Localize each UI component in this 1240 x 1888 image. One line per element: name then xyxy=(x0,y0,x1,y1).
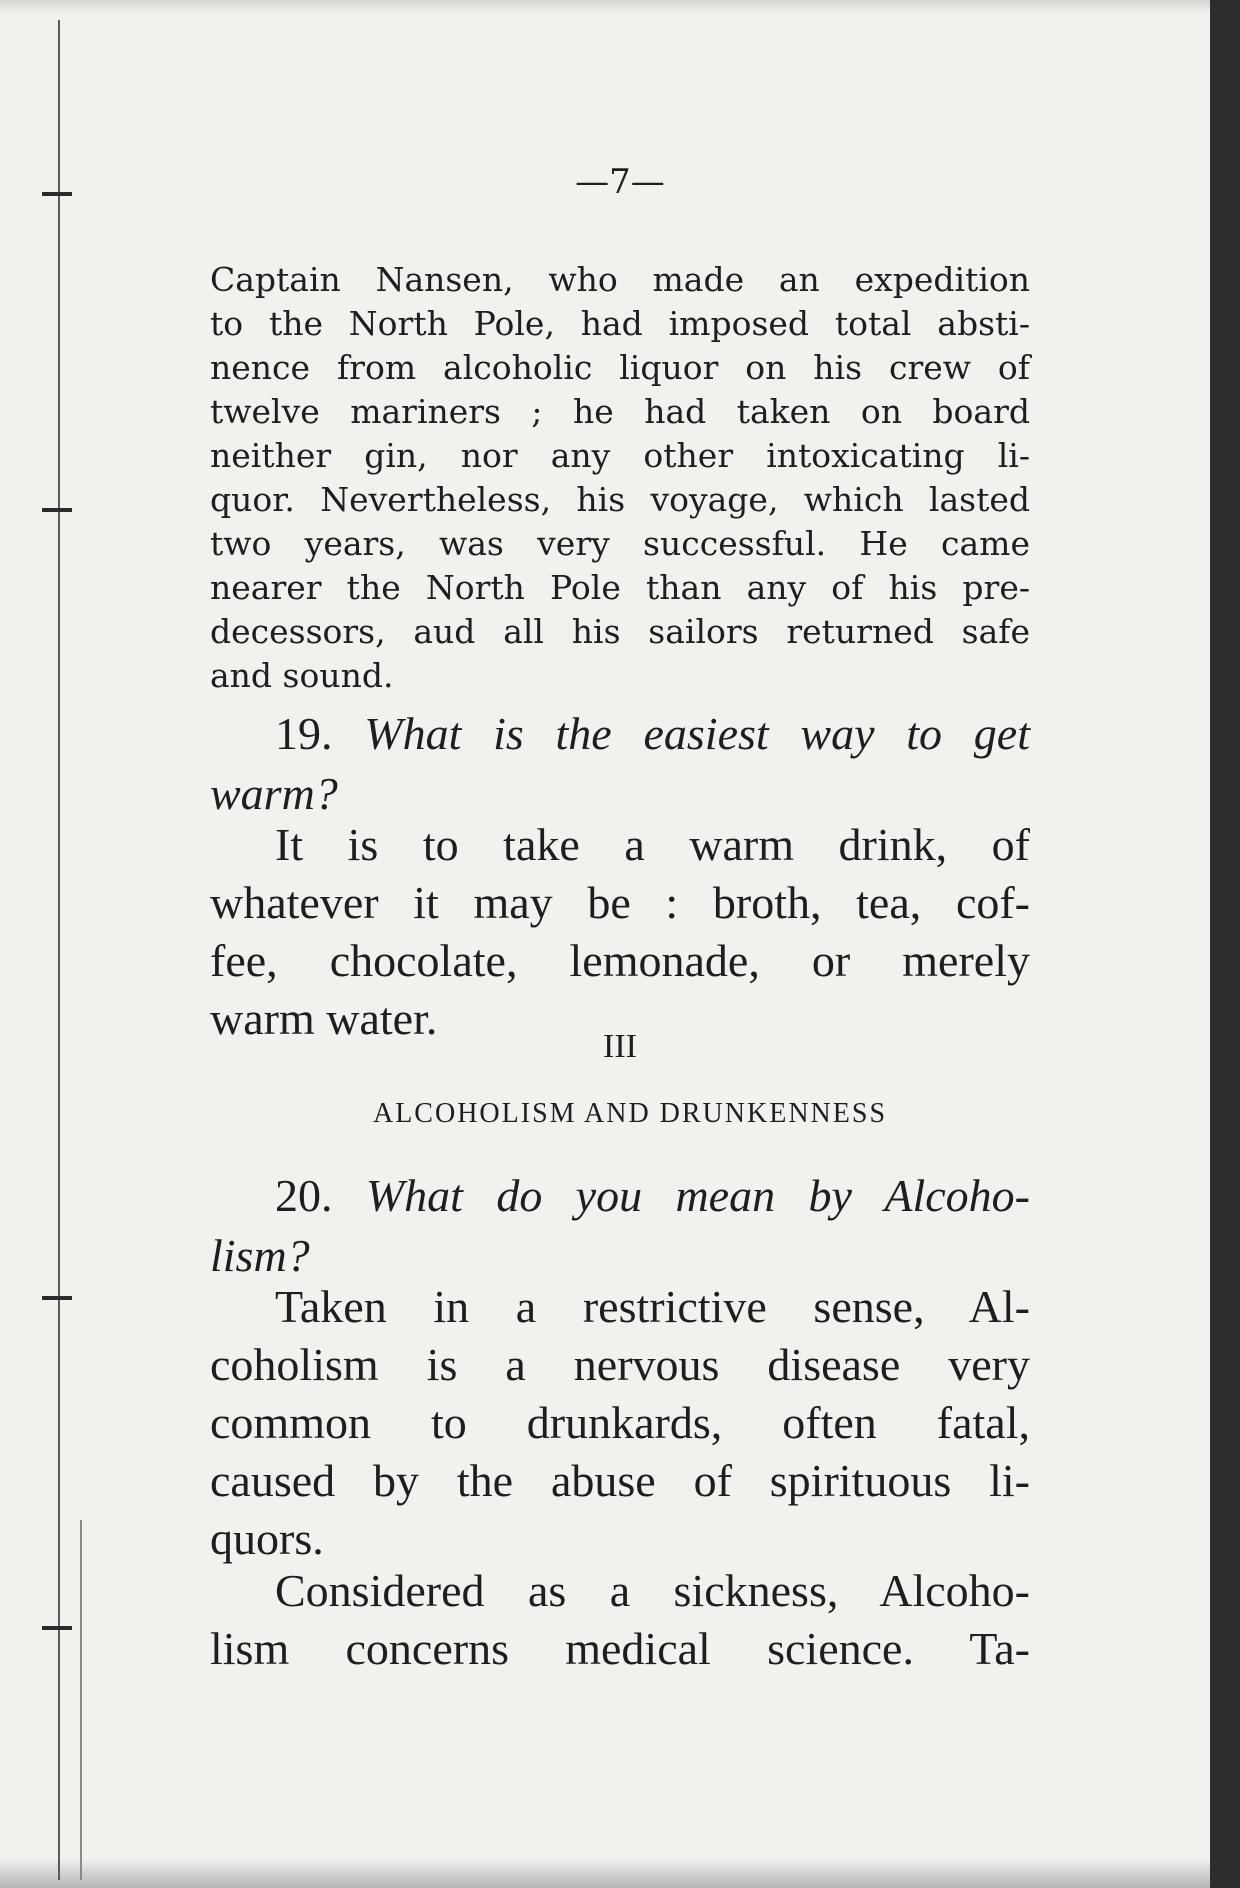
text-line: twelve mariners ; he had taken on board xyxy=(210,392,1030,431)
page-number: —7— xyxy=(575,162,665,202)
question-line xyxy=(210,764,1030,824)
section-number: III xyxy=(603,1028,637,1065)
question-text: What is the easiest way to get xyxy=(364,708,1030,759)
text-line: common to drunkards, often fatal, xyxy=(210,1397,1030,1448)
text-line: Taken in a restrictive sense, Al- xyxy=(275,1281,1030,1332)
answer-20-paragraph-1 xyxy=(210,1278,1030,1568)
question-text: What do you mean by Alcoho- xyxy=(365,1170,1030,1221)
question-number: 19. xyxy=(275,708,333,759)
text-line: quor. Nevertheless, his voyage, which lasted xyxy=(210,480,1030,519)
text-line: two years, was very successful. He came xyxy=(210,524,1030,563)
question-line xyxy=(210,1166,1030,1226)
text-line: warm water. xyxy=(210,993,438,1044)
question-text: lism? xyxy=(210,1230,310,1281)
page-shadow-top xyxy=(0,0,1210,14)
answer-19 xyxy=(210,816,1030,1048)
text-line: whatever it may be : broth, tea, cof- xyxy=(210,877,1030,928)
question-text: warm? xyxy=(210,768,338,819)
text-line: Captain Nansen, who made an expedition xyxy=(210,260,1030,299)
text-line: decessors, aud all his sailors returned safe xyxy=(210,612,1030,651)
question-19 xyxy=(210,704,1030,824)
text-line: coholism is a nervous disease very xyxy=(210,1339,1030,1390)
question-20 xyxy=(210,1166,1030,1286)
binding-line xyxy=(58,20,60,1880)
page-shadow-bottom xyxy=(0,1858,1210,1888)
question-line xyxy=(210,1226,1030,1286)
binding-stitch xyxy=(42,1296,72,1300)
binding-stitch xyxy=(42,192,72,196)
text-line: caused by the abuse of spirituous li- xyxy=(210,1455,1030,1506)
binding-stitch xyxy=(42,508,72,512)
text-line: and sound. xyxy=(210,656,394,695)
text-line: quors. xyxy=(210,1513,324,1564)
text-line: It is to take a warm drink, of xyxy=(275,819,1030,870)
text-line: nearer the North Pole than any of his pre- xyxy=(210,568,1030,607)
paragraph-nansen xyxy=(210,258,1030,698)
binding-line-secondary xyxy=(80,1520,82,1880)
text-line: neither gin, nor any other intoxicating li- xyxy=(210,436,1030,475)
section-title: ALCOHOLISM AND DRUNKENNESS xyxy=(372,1098,888,1129)
text-line: lism concerns medical science. Ta- xyxy=(210,1623,1030,1674)
text-line: fee, chocolate, lemonade, or merely xyxy=(210,935,1030,986)
binding-stitch xyxy=(42,1626,72,1630)
text-line: to the North Pole, had imposed total absti- xyxy=(210,304,1030,343)
question-number: 20. xyxy=(275,1170,333,1221)
text-line: Considered as a sickness, Alcoho- xyxy=(275,1565,1030,1616)
scan-dark-edge xyxy=(1210,0,1240,1888)
text-line: nence from alcoholic liquor on his crew of xyxy=(210,348,1030,387)
question-line xyxy=(210,704,1030,764)
answer-20-paragraph-2 xyxy=(210,1562,1030,1678)
